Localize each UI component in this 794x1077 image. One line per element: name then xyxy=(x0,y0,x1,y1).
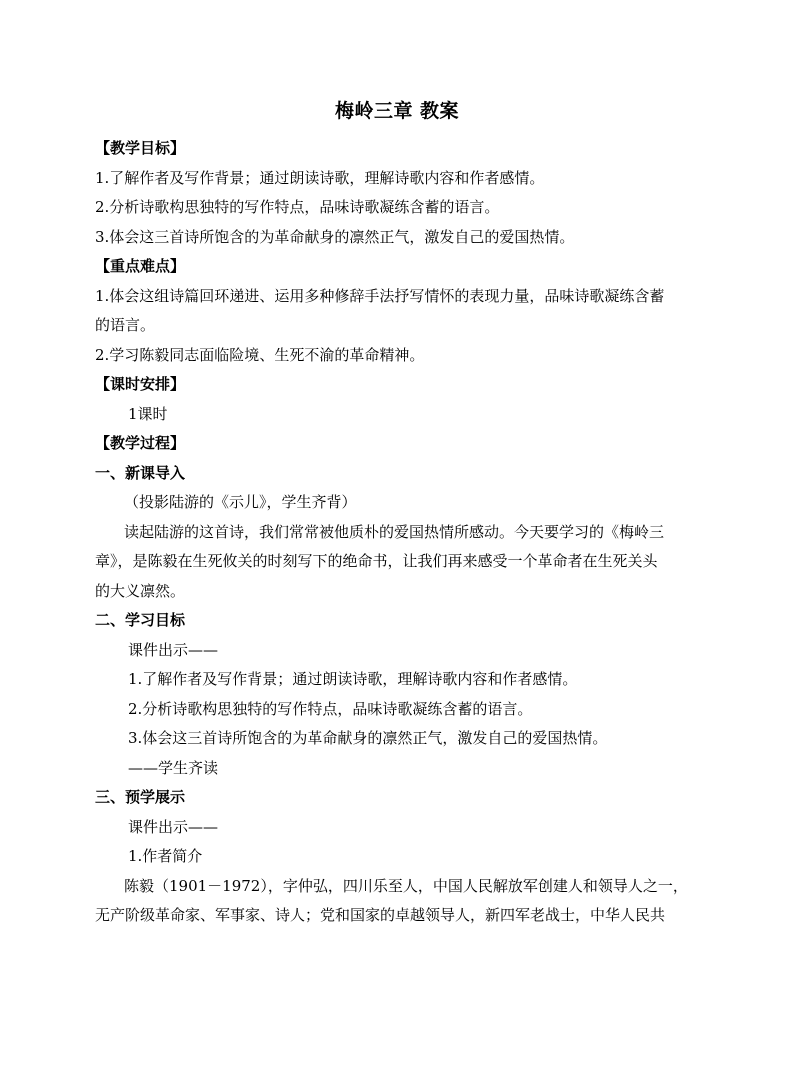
learning-goal-3: 3.体会这三首诗所饱含的为革命献身的凛然正气，激发自己的爱国热情。 xyxy=(128,729,608,747)
introduction-paragraph-line-2: 章》，是陈毅在生死攸关的时刻写下的绝命书，让我们再来感受一个革命者在生死关头 xyxy=(95,552,658,570)
introduction-paragraph-line-3: 的大义凛然。 xyxy=(95,581,186,600)
author-bio-line-1: 陈毅（1901－1972），字仲弘，四川乐至人，中国人民解放军创建人和领导人之一， xyxy=(124,876,688,895)
document-title: 梅岭三章 教案 xyxy=(334,100,460,122)
introduction-note: （投影陆游的《示儿》，学生齐背） xyxy=(124,493,357,511)
document-body xyxy=(95,134,707,931)
objective-item-1: 1.了解作者及写作背景；通过朗读诗歌，理解诗歌内容和作者感情。 xyxy=(95,168,545,187)
objective-item-3: 3.体会这三首诗所饱含的为革命献身的凛然正气，激发自己的爱国热情。 xyxy=(95,227,575,246)
introduction-paragraph-line-1: 读起陆游的这首诗，我们常常被他质朴的爱国热情所感动。今天要学习的《梅岭三 xyxy=(124,522,665,541)
learning-goal-1: 1.了解作者及写作背景；通过朗读诗歌，理解诗歌内容和作者感情。 xyxy=(128,670,578,688)
preview-author-heading: 1.作者简介 xyxy=(128,847,203,865)
learning-goals-reading-note: ——学生齐读 xyxy=(128,758,219,777)
subheading-preview: 三、预学展示 xyxy=(95,788,186,806)
section-heading-process: 【教学过程】 xyxy=(95,434,186,452)
preview-courseware: 课件出示—— xyxy=(128,817,219,836)
schedule-value: 1课时 xyxy=(128,404,168,423)
subheading-learning-goals: 二、学习目标 xyxy=(95,611,186,629)
learning-goals-courseware: 课件出示—— xyxy=(128,640,219,659)
subheading-introduction: 一、新课导入 xyxy=(95,463,186,482)
section-heading-objectives: 【教学目标】 xyxy=(95,139,186,157)
key-point-1-line-2: 的语言。 xyxy=(95,316,156,334)
learning-goal-2: 2.分析诗歌构思独特的写作特点，品味诗歌凝练含蓄的语言。 xyxy=(128,699,533,718)
author-bio-line-2: 无产阶级革命家、军事家、诗人；党和国家的卓越领导人，新四军老战士，中华人民共 xyxy=(95,906,666,924)
section-heading-key-points: 【重点难点】 xyxy=(95,257,186,275)
key-point-2: 2.学习陈毅同志面临险境、生死不渝的革命精神。 xyxy=(95,345,425,364)
objective-item-2: 2.分析诗歌构思独特的写作特点，品味诗歌凝练含蓄的语言。 xyxy=(95,198,500,216)
key-point-1-line-1: 1.体会这组诗篇回环递进、运用多种修辞手法抒写情怀的表现力量，品味诗歌凝练含蓄 xyxy=(95,286,665,305)
section-heading-schedule: 【课时安排】 xyxy=(95,375,186,393)
